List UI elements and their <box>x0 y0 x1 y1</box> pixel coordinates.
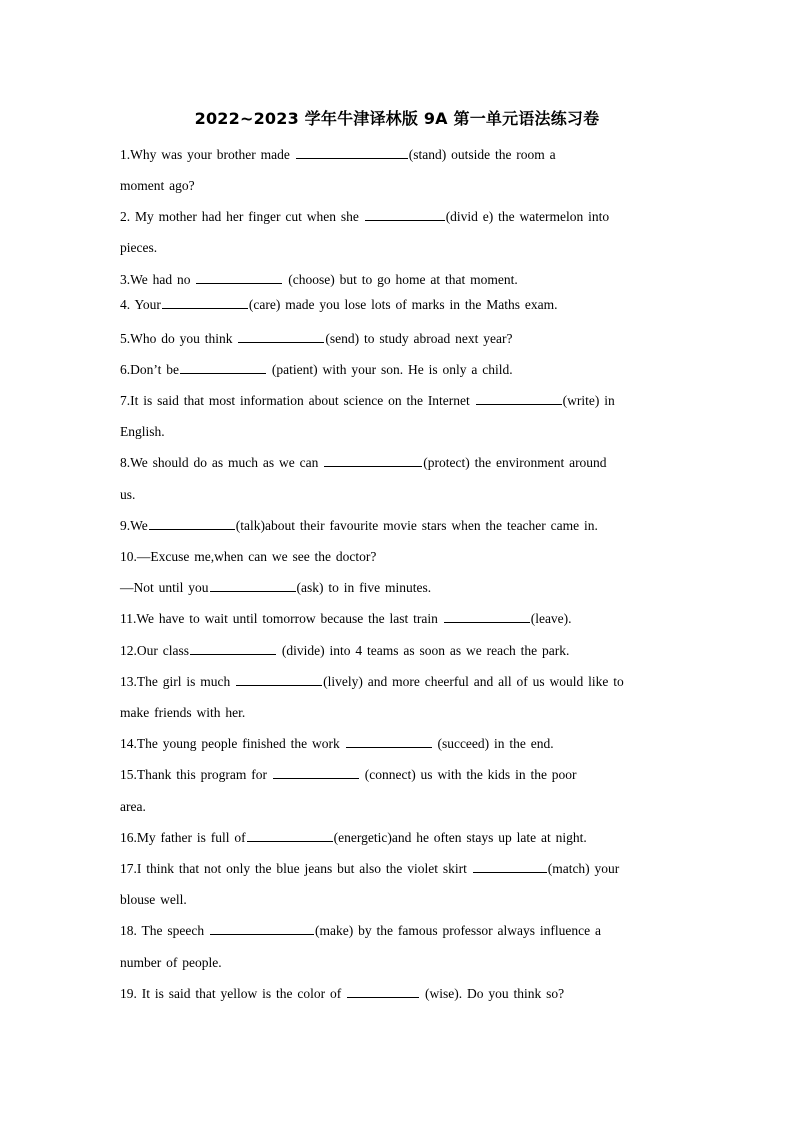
question-hint: (energetic)and he often stays up late at night. <box>333 830 587 845</box>
question-17-line-2 <box>120 891 676 909</box>
answer-blank[interactable] <box>236 673 322 686</box>
question-hint: (patient) with your son. He is only a child. <box>267 362 513 377</box>
question-hint: (write) in <box>562 393 615 408</box>
question-text: 9.We <box>120 518 148 533</box>
question-hint: (connect) us with the kids in the poor <box>359 767 577 782</box>
question-10-line-2 <box>120 579 676 597</box>
answer-blank[interactable] <box>210 922 314 935</box>
answer-blank[interactable] <box>473 860 547 873</box>
question-5-line-1 <box>120 330 676 348</box>
question-text: English. <box>120 424 165 439</box>
question-text: 18. The speech <box>120 923 209 938</box>
question-hint: (leave). <box>530 611 572 626</box>
question-text: 15.Thank this program for <box>120 767 272 782</box>
question-hint: (send) to study abroad next year? <box>325 331 513 346</box>
question-13-line-1 <box>120 673 676 691</box>
question-text: number of people. <box>120 955 222 970</box>
question-text: 8.We should do as much as we can <box>120 455 324 470</box>
answer-blank[interactable] <box>149 517 235 530</box>
question-text: 14.The young people finished the work <box>120 736 345 751</box>
question-text: —Not until you <box>120 580 209 595</box>
question-text: 19. It is said that yellow is the color of <box>120 986 347 1001</box>
question-text: blouse well. <box>120 892 187 907</box>
question-text: 2. My mother had her finger cut when she <box>120 209 364 224</box>
answer-blank[interactable] <box>296 146 408 159</box>
answer-blank[interactable] <box>180 361 266 374</box>
question-18-line-1 <box>120 922 676 940</box>
answer-blank[interactable] <box>476 392 562 405</box>
answer-blank[interactable] <box>347 985 419 998</box>
answer-blank[interactable] <box>210 579 296 592</box>
question-16-line-1 <box>120 829 676 847</box>
question-8-line-2 <box>120 486 676 504</box>
question-9-line-1 <box>120 517 676 535</box>
question-hint: (lively) and more cheerful and all of us would like to <box>323 674 624 689</box>
question-text: 17.I think that not only the blue jeans but also the violet skirt <box>120 861 472 876</box>
answer-blank[interactable] <box>196 271 282 284</box>
question-4-line-1 <box>120 296 676 314</box>
question-15-line-2 <box>120 798 676 816</box>
question-hint: (wise). Do you think so? <box>420 986 565 1001</box>
answer-blank[interactable] <box>190 642 276 655</box>
question-7-line-2 <box>120 423 676 441</box>
question-text: make friends with her. <box>120 705 246 720</box>
question-1-line-1 <box>120 146 676 164</box>
answer-blank[interactable] <box>238 330 324 343</box>
question-hint: (succeed) in the end. <box>432 736 554 751</box>
question-2-line-1 <box>120 208 676 226</box>
question-18-line-2 <box>120 954 676 972</box>
question-15-line-1 <box>120 766 676 784</box>
question-text: 1.Why was your brother made <box>120 147 295 162</box>
question-text: 12.Our class <box>120 643 189 658</box>
question-text: 5.Who do you think <box>120 331 238 346</box>
question-11-line-1 <box>120 610 676 628</box>
question-hint: (divide) into 4 teams as soon as we reach the park. <box>277 643 570 658</box>
question-3-line-1 <box>120 271 676 289</box>
question-2-line-2 <box>120 239 676 257</box>
question-text: area. <box>120 799 146 814</box>
answer-blank[interactable] <box>346 735 432 748</box>
question-hint: (divid e) the watermelon into <box>445 209 610 224</box>
question-text: 10.—Excuse me,when can we see the doctor? <box>120 549 377 564</box>
question-hint: (match) your <box>547 861 620 876</box>
question-text: pieces. <box>120 240 158 255</box>
question-hint: (choose) but to go home at that moment. <box>283 272 518 287</box>
question-1-line-2 <box>120 177 676 195</box>
question-text: 11.We have to wait until tomorrow because the last train <box>120 611 443 626</box>
question-6-line-1 <box>120 361 676 379</box>
question-hint: (stand) outside the room a <box>408 147 556 162</box>
question-10-line-1 <box>120 548 676 566</box>
question-text: moment ago? <box>120 178 195 193</box>
question-hint: (make) by the famous professor always influence a <box>314 923 602 938</box>
question-text: us. <box>120 487 136 502</box>
question-text: 16.My father is full of <box>120 830 246 845</box>
answer-blank[interactable] <box>365 208 445 221</box>
answer-blank[interactable] <box>273 766 359 779</box>
question-12-line-1 <box>120 642 676 660</box>
question-hint: (care) made you lose lots of marks in the Maths exam. <box>248 297 558 312</box>
answer-blank[interactable] <box>324 454 422 467</box>
question-14-line-1 <box>120 735 676 753</box>
question-hint: (protect) the environment around <box>423 455 607 470</box>
question-13-line-2 <box>120 704 676 722</box>
page-title: 2022~2023 学年牛津译林版 9A 第一单元语法练习卷 <box>194 109 600 128</box>
question-text: 13.The girl is much <box>120 674 236 689</box>
question-19-line-1 <box>120 985 676 1003</box>
question-text: 4. Your <box>120 297 161 312</box>
question-text: 7.It is said that most information about science on the Internet <box>120 393 475 408</box>
answer-blank[interactable] <box>247 829 333 842</box>
question-hint: (ask) to in five minutes. <box>296 580 432 595</box>
question-text: 3.We had no <box>120 272 196 287</box>
question-hint: (talk)about their favourite movie stars when the teacher came in. <box>235 518 598 533</box>
question-8-line-1 <box>120 454 676 472</box>
answer-blank[interactable] <box>162 296 248 309</box>
answer-blank[interactable] <box>444 610 530 623</box>
question-17-line-1 <box>120 860 676 878</box>
question-7-line-1 <box>120 392 676 410</box>
question-text: 6.Don’t be <box>120 362 179 377</box>
